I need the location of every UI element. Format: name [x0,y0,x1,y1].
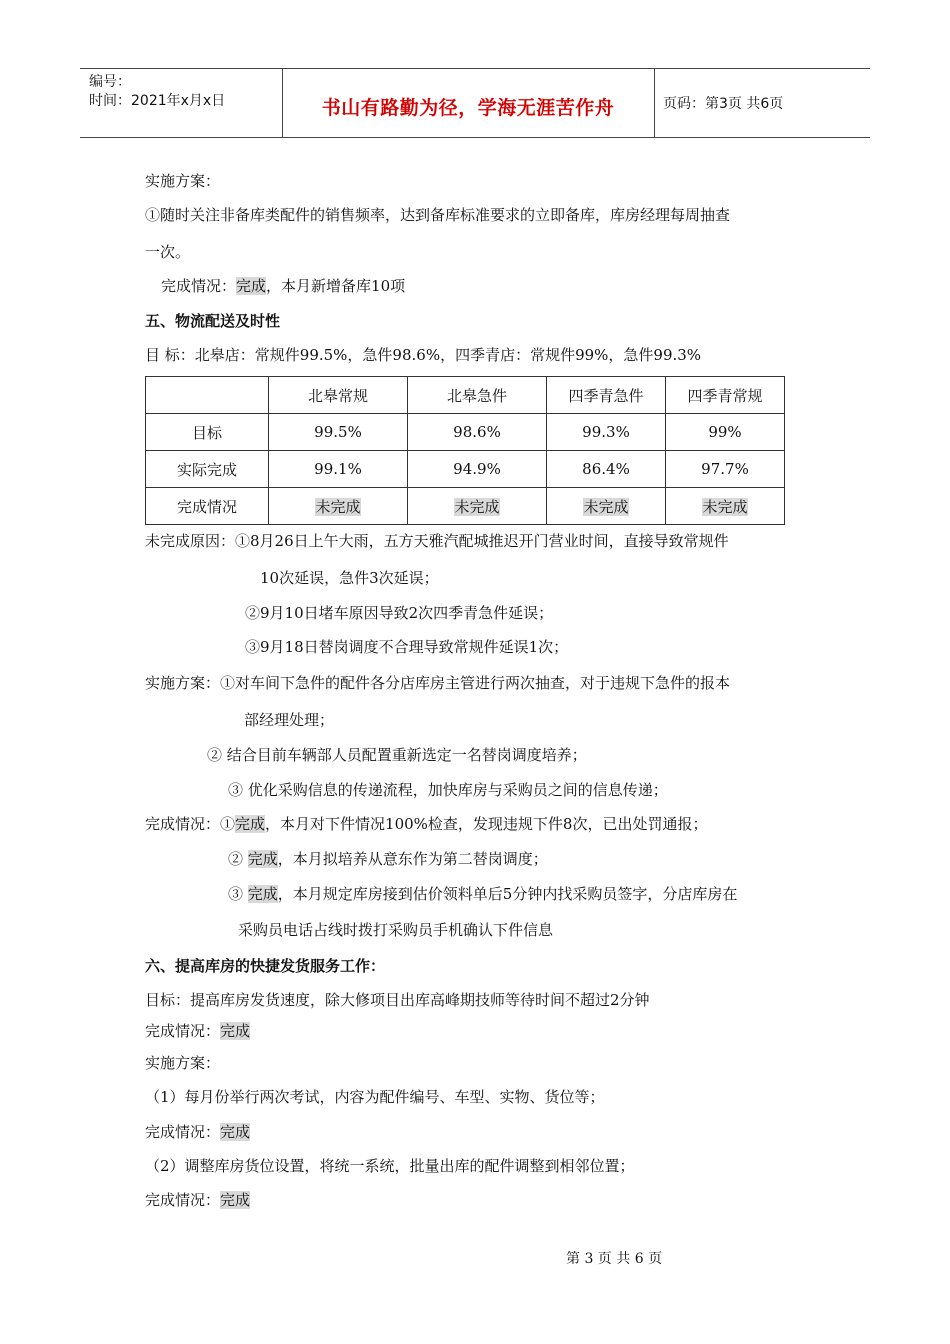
plan-text: 部经理处理； [244,711,335,729]
header-time: 时间：2021年x月x日 [89,93,226,109]
page-footer: 第 3 页 共 6 页 [566,1251,663,1267]
status-prefix: ② [228,850,248,868]
table-row [146,414,785,451]
section-heading: 六、提高库房的快捷发货服务工作： [145,957,386,975]
plan-item: （2）调整库房货位设置，将统一系统，批量出库的配件调整到相邻位置； [145,1157,635,1175]
status-line [145,1021,250,1041]
status-badge: 完成 [247,850,278,868]
reason-text: ③9月18日替岗调度不合理导致常规件延误1次； [245,638,569,656]
table-cell: 99% [666,414,785,451]
header-motto: 书山有路勤为径，学海无涯苦作舟 [321,97,615,119]
reason-text: ②9月10日堵车原因导致2次四季青急件延误； [245,604,554,622]
table-header-row [146,377,785,414]
table-row-label: 完成情况 [146,488,269,525]
table-row [146,451,785,488]
status-line [228,849,548,869]
plan-item: （1）每月份举行两次考试，内容为配件编号、车型、实物、货位等； [145,1088,605,1106]
plan-text: ② 结合目前车辆部人员配置重新选定一名替岗调度培养； [207,746,587,764]
section-target: 目标：提高库房发货速度，除大修项目出库高峰期技师等待时间不超过2分钟 [145,991,650,1009]
plan-text: ①对车间下急件的配件各分店库房主管进行两次抽查，对于违规下急件的报本 [220,674,731,692]
status-badge: 完成 [235,815,266,833]
plan-text: ③ 优化采购信息的传递流程，加快库房与采购员之间的信息传递； [228,781,668,799]
table-header-cell [146,377,269,414]
table-header-cell: 四季青急件 [547,377,666,414]
status-line [161,276,405,296]
plan-label: 实施方案： [145,1054,221,1072]
section-heading: 五、物流配送及时性 [145,312,281,330]
table-cell: 99.5% [269,414,408,451]
reason-line [145,531,729,551]
table-cell [269,488,408,525]
status-text: 采购员电话占线时拨打采购员手机确认下件信息 [238,921,554,939]
table-cell: 99.1% [269,451,408,488]
status-label: 完成情况： [145,815,221,833]
reason-text: 10次延误，急件3次延误； [260,569,439,587]
status-line [145,814,707,834]
reason-text: ①8月26日上午大雨，五方天雅汽配城推迟开门营业时间，直接导致常规件 [235,532,729,550]
status-prefix: ① [220,815,236,833]
page-header [80,68,870,138]
section-target: 目 标：北皋店：常规件99.5%，急件98.6%，四季青店：常规件99%，急件99.3% [145,346,702,364]
status-label: 完成情况： [161,277,237,295]
status-badge: 完成 [247,885,278,903]
table-cell [666,488,785,525]
status-badge: 完成 [220,1022,251,1040]
table-cell: 94.9% [408,451,547,488]
status-badge: 完成 [220,1123,251,1141]
plan-item-line: 一次。 [145,243,191,261]
table-header-cell: 北皋急件 [408,377,547,414]
status-text: ，本月新增备库10项 [266,277,406,295]
status-line [145,1190,250,1210]
status-badge: 未完成 [315,497,361,516]
plan-label: 实施方案： [145,674,221,692]
header-divider [654,69,655,137]
status-badge: 未完成 [702,497,748,516]
header-page: 页码：第3页 共6页 [663,96,784,112]
table-row-label: 目标 [146,414,269,451]
status-text: ，本月对下件情况100%检查，发现违规下件8次，已出处罚通报； [265,815,708,833]
status-badge: 完成 [220,1191,251,1209]
table-cell [408,488,547,525]
status-text: ，本月拟培养从意东作为第二替岗调度； [277,850,548,868]
status-label: 完成情况： [145,1123,221,1141]
plan-item-line: ①随时关注非备库类配件的销售频率，达到备库标准要求的立即备库，库房经理每周抽查 [145,206,731,224]
status-label: 完成情况： [145,1191,221,1209]
status-line [145,1122,250,1142]
status-prefix: ③ [228,885,248,903]
table-cell: 97.7% [666,451,785,488]
plan-label: 实施方案： [145,172,221,190]
status-badge: 完成 [236,277,267,295]
table-cell: 98.6% [408,414,547,451]
table-row-label: 实际完成 [146,451,269,488]
table-cell [547,488,666,525]
table-row [146,488,785,525]
table-cell: 99.3% [547,414,666,451]
header-number: 编号： [89,74,131,90]
status-text: ，本月规定库房接到估价领料单后5分钟内找采购员签字，分店库房在 [277,885,738,903]
table-header-cell: 北皋常规 [269,377,408,414]
status-line [228,884,737,904]
plan-line [145,673,730,693]
table-cell: 86.4% [547,451,666,488]
status-label: 完成情况： [145,1022,221,1040]
header-meta [89,73,225,111]
status-badge: 未完成 [583,497,629,516]
status-badge: 未完成 [454,497,500,516]
reason-label: 未完成原因： [145,532,236,550]
logistics-table [145,376,785,525]
table-header-cell: 四季青常规 [666,377,785,414]
